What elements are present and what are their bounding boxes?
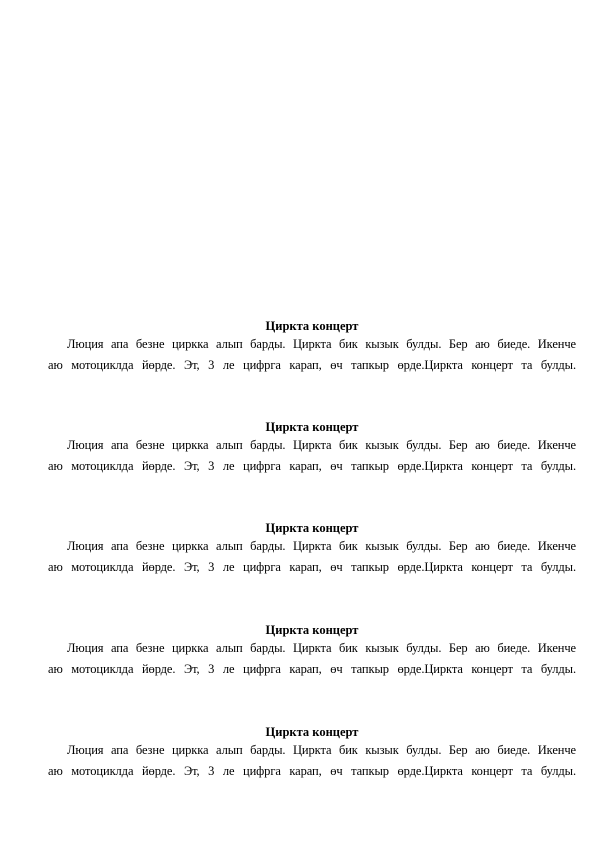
paragraph-line: аю мотоциклда йөрде. Эт, 3 ле цифрга карап, өч тапкыр өрде.Циркта концерт та булды. <box>48 560 576 574</box>
paragraph-line: аю мотоциклда йөрде. Эт, 3 ле цифрга карап, өч тапкыр өрде.Циркта концерт та булды. <box>48 662 576 676</box>
section-title: Циркта концерт <box>265 420 359 434</box>
paragraph-line: Люция апа безне циркка алып барды. Циркта бик кызык булды. Бер аю биеде. Икенче <box>67 743 576 757</box>
text-section <box>48 419 576 477</box>
section-title: Циркта концерт <box>265 319 359 333</box>
paragraph-line: аю мотоциклда йөрде. Эт, 3 ле цифрга карап, өч тапкыр өрде.Циркта концерт та булды. <box>48 459 576 473</box>
text-section <box>48 724 576 782</box>
paragraph-line: Люция апа безне циркка алып барды. Циркта бик кызык булды. Бер аю биеде. Икенче <box>67 337 576 351</box>
text-section <box>48 520 576 578</box>
paragraph-line: Люция апа безне циркка алып барды. Циркта бик кызык булды. Бер аю биеде. Икенче <box>67 539 576 553</box>
paragraph-line: аю мотоциклда йөрде. Эт, 3 ле цифрга карап, өч тапкыр өрде.Циркта концерт та булды. <box>48 358 576 372</box>
section-title: Циркта концерт <box>265 725 359 739</box>
section-title: Циркта концерт <box>265 521 359 535</box>
paragraph-line: Люция апа безне циркка алып барды. Циркта бик кызык булды. Бер аю биеде. Икенче <box>67 641 576 655</box>
text-section <box>48 318 576 376</box>
text-section <box>48 622 576 680</box>
paragraph-line: Люция апа безне циркка алып барды. Циркта бик кызык булды. Бер аю биеде. Икенче <box>67 438 576 452</box>
section-title: Циркта концерт <box>265 623 359 637</box>
paragraph-line: аю мотоциклда йөрде. Эт, 3 ле цифрга карап, өч тапкыр өрде.Циркта концерт та булды. <box>48 764 576 778</box>
